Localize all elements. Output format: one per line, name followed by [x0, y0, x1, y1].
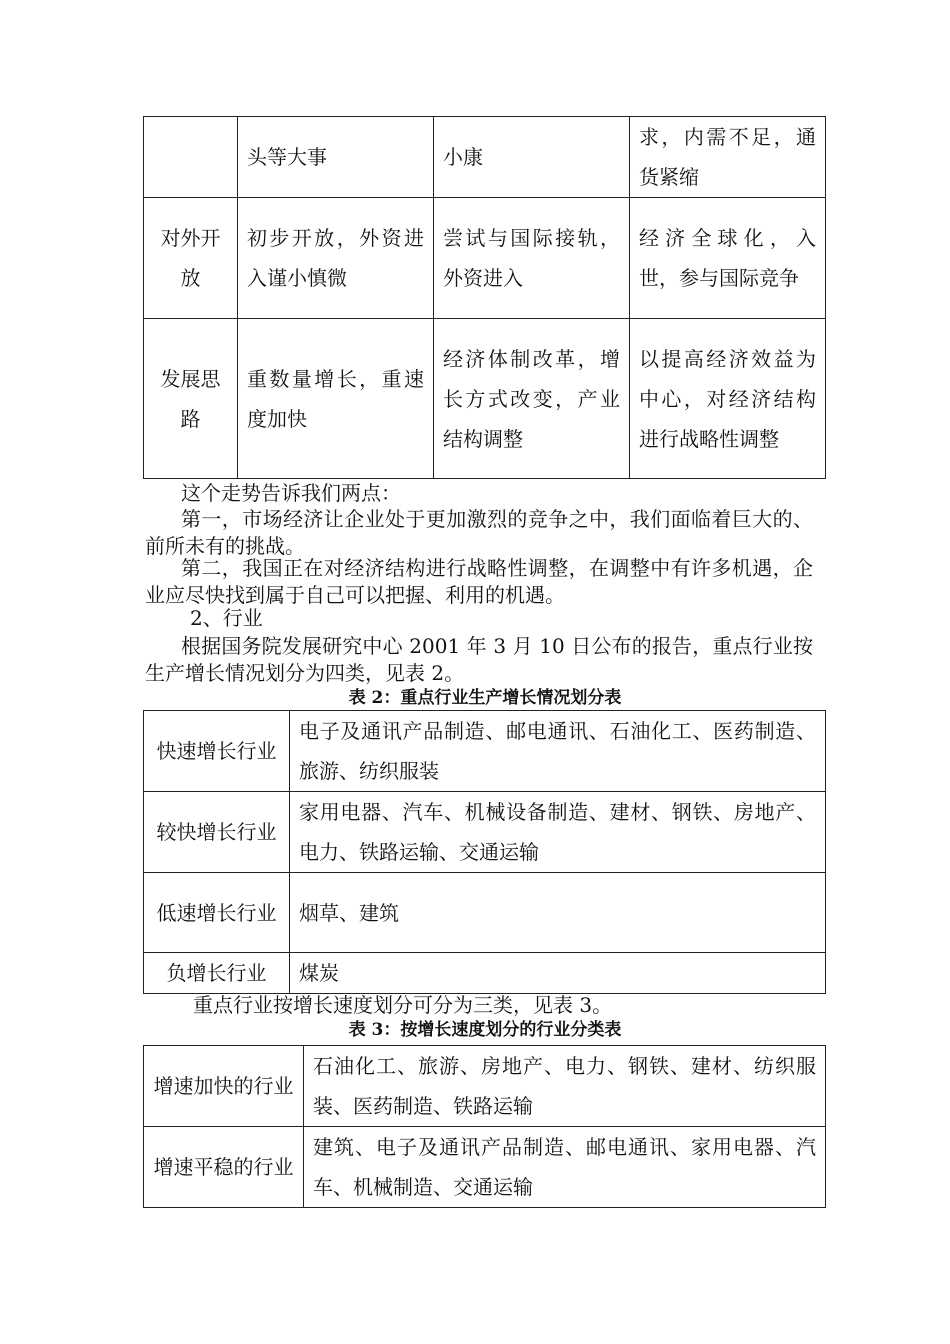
paragraph: 第一，市场经济让企业处于更加激烈的竞争之中，我们面临着巨大的、前所未有的挑战。 [145, 507, 813, 558]
paragraph: 这个走势告诉我们两点： [181, 481, 401, 505]
table-cell: 负增长行业 [144, 953, 290, 994]
table-row [144, 953, 826, 994]
table-cell: 较快增长行业 [144, 792, 290, 873]
table-caption: 表 2：重点行业生产增长情况划分表 [348, 688, 622, 708]
table-row [144, 711, 826, 792]
table-cell: 经济全球化，入世，参与国际竞争 [630, 198, 826, 319]
table-cell: 电子及通讯产品制造、邮电通讯、石油化工、医药制造、旅游、纺织服装 [290, 711, 826, 792]
table-caption: 表 3：按增长速度划分的行业分类表 [348, 1020, 622, 1040]
paragraph: 根据国务院发展研究中心 2001 年 3 月 10 日公布的报告，重点行业按生产增长情况划分为四类，见表 2。 [145, 634, 813, 685]
table-row [144, 873, 826, 953]
table-row [144, 792, 826, 873]
table-row [144, 198, 826, 319]
table-cell: 建筑、电子及通讯产品制造、邮电通讯、家用电器、汽车、机械制造、交通运输 [304, 1127, 826, 1208]
table-cell: 尝试与国际接轨，外资进入 [434, 198, 630, 319]
table-cell: 初步开放，外资进入谨小慎微 [238, 198, 434, 319]
table-cell: 石油化工、旅游、房地产、电力、钢铁、建材、纺织服装、医药制造、铁路运输 [304, 1046, 826, 1127]
paragraph: 第二，我国正在对经济结构进行战略性调整，在调整中有许多机遇，企业应尽快找到属于自己可以把握、利用的机遇。 [145, 556, 813, 607]
table-cell: 小康 [434, 117, 630, 198]
table-cell: 快速增长行业 [144, 711, 290, 792]
table-cell: 增速平稳的行业 [144, 1127, 304, 1208]
industry-growth-table [143, 710, 826, 994]
paragraph: 重点行业按增长速度划分可分为三类，见表 3。 [193, 993, 613, 1017]
economic-comparison-table [143, 116, 826, 479]
table-cell: 重数量增长，重速度加快 [238, 319, 434, 479]
table-cell: 以提高经济效益为中心，对经济结构进行战略性调整 [630, 319, 826, 479]
table-cell: 家用电器、汽车、机械设备制造、建材、钢铁、房地产、电力、铁路运输、交通运输 [290, 792, 826, 873]
table-cell: 头等大事 [238, 117, 434, 198]
table-row [144, 117, 826, 198]
growth-speed-table [143, 1045, 826, 1208]
table-cell: 增速加快的行业 [144, 1046, 304, 1127]
table-cell [144, 117, 238, 198]
table-row [144, 319, 826, 479]
table-cell: 烟草、建筑 [290, 873, 826, 953]
table-row [144, 1127, 826, 1208]
table-cell: 求，内需不足，通货紧缩 [630, 117, 826, 198]
table-cell: 低速增长行业 [144, 873, 290, 953]
table-cell: 经济体制改革，增长方式改变，产业结构调整 [434, 319, 630, 479]
table-cell: 发展思路 [144, 319, 238, 479]
table-row [144, 1046, 826, 1127]
table-cell: 煤炭 [290, 953, 826, 994]
section-heading: 2、行业 [190, 606, 263, 630]
table-cell: 对外开放 [144, 198, 238, 319]
